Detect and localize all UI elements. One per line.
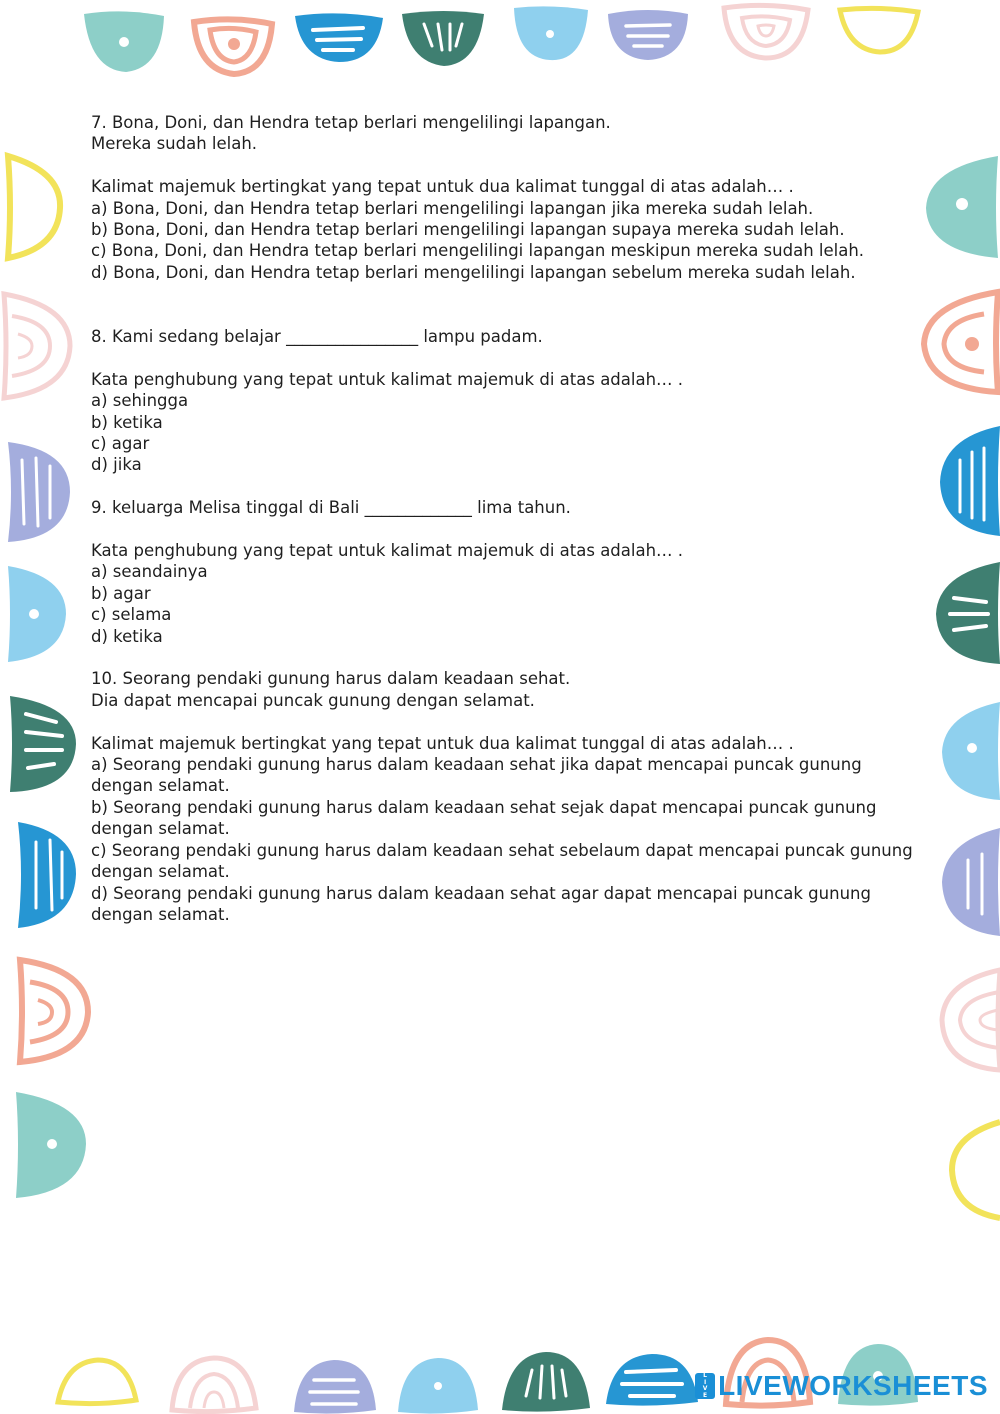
question-9-option-b[interactable]: b) agar [91, 583, 151, 603]
question-8-option-a[interactable]: a) sehingga [91, 391, 189, 411]
decor-teal-left-shape [12, 1088, 88, 1200]
decor-salmon-left-shape [16, 956, 92, 1066]
question-10-option-c[interactable]: c) Seorang pendaki gunung harus dalam keadaan sehat sebelaum dapat mencapai puncak gunung dengan selamat. [91, 840, 913, 882]
question-8-option-d[interactable]: d) jika [91, 455, 142, 475]
decor-yellow-bottom-shape [54, 1356, 140, 1406]
decor-pink-right-shape [940, 966, 1000, 1074]
question-7-option-c[interactable]: c) Bona, Doni, dan Hendra tetap berlari mengelilingi lapangan meskipun mereka sudah lelah. [91, 241, 865, 261]
question-9-prompt: Kata penghubung yang tepat untuk kalimat majemuk di atas adalah… . [91, 541, 684, 561]
decor-blue-left-shape [14, 818, 78, 930]
decor-green-left-shape [6, 692, 78, 796]
decor-lavender-left-shape [4, 440, 72, 544]
question-8-option-b[interactable]: b) ketika [91, 412, 163, 432]
question-9 [91, 497, 941, 647]
badge-letter-e: E [703, 1391, 708, 1399]
question-9-option-a[interactable]: a) seandainya [91, 562, 208, 582]
question-8 [91, 326, 941, 476]
decor-sky-right-shape [940, 700, 1000, 804]
question-10-text-line-2: Dia dapat mencapai puncak gunung dengan selamat. [91, 690, 535, 710]
question-9-text: 9. keluarga Melisa tinggal di Bali _____________ lima tahun. [91, 498, 571, 518]
decor-blue-bottom-shape [604, 1350, 700, 1406]
question-10-option-b[interactable]: b) Seorang pendaki gunung harus dalam keadaan sehat sejak dapat mencapai puncak gunung dengan selamat. [91, 797, 877, 839]
question-7-text-line-2: Mereka sudah lelah. [91, 134, 258, 154]
decor-green-bottom-shape [500, 1348, 592, 1412]
question-7-option-a[interactable]: a) Bona, Doni, dan Hendra tetap berlari mengelilingi lapangan jika mereka sudah lelah. [91, 198, 814, 218]
question-9-option-c[interactable]: c) selama [91, 605, 172, 625]
question-8-text: 8. Kami sedang belajar ________________ lampu padam. [91, 327, 543, 347]
question-7-text-line-1: 7. Bona, Doni, dan Hendra tetap berlari mengelilingi lapangan. [91, 113, 611, 132]
decor-pink-left-shape [2, 290, 74, 402]
decor-lavender-right-shape [940, 826, 1000, 938]
decor-green-right-shape [934, 558, 1000, 668]
question-10-prompt: Kalimat majemuk bertingkat yang tepat untuk dua kalimat tunggal di atas adalah… . [91, 733, 794, 753]
decor-green-stroke-shape [400, 10, 486, 66]
question-10-option-d[interactable]: d) Seorang pendaki gunung harus dalam keadaan sehat agar dapat mencapai puncak gunung dengan selamat. [91, 883, 871, 924]
question-10 [91, 668, 941, 925]
question-9-option-d[interactable]: d) ketika [91, 626, 163, 646]
badge-letter-i: I [703, 1378, 707, 1386]
decor-yellow-left-shape [4, 152, 64, 262]
liveworksheets-badge-icon [695, 1373, 715, 1399]
question-8-option-c[interactable]: c) agar [91, 434, 150, 454]
decor-sky-bottom-shape [396, 1354, 480, 1414]
question-10-text-line-1: 10. Seorang pendaki gunung harus dalam keadaan sehat. [91, 669, 571, 689]
question-7-option-b[interactable]: b) Bona, Doni, dan Hendra tetap berlari mengelilingi lapangan supaya mereka sudah lelah. [91, 220, 845, 240]
question-7 [91, 112, 941, 283]
decor-sky-dot-shape [510, 6, 590, 62]
liveworksheets-logo[interactable] [695, 1370, 988, 1402]
decor-lavender-stripe-shape [606, 8, 690, 60]
question-7-option-d[interactable]: d) Bona, Doni, dan Hendra tetap berlari mengelilingi lapangan sebelum mereka sudah lelah. [91, 262, 856, 282]
decor-yellow-outline-shape [836, 6, 922, 56]
badge-letter-l: L [703, 1372, 707, 1379]
decor-blue-right-shape [938, 424, 1000, 540]
decor-yellow-right-shape [948, 1118, 1000, 1222]
decor-pink-bottom-shape [168, 1354, 260, 1412]
badge-letter-v: V [702, 1385, 708, 1392]
worksheet-content [91, 112, 941, 925]
decor-lavender-bottom-shape [292, 1356, 378, 1414]
decor-blue-stripe-shape [293, 12, 385, 64]
decor-sky-left-shape [4, 564, 68, 664]
question-8-prompt: Kata penghubung yang tepat untuk kalimat majemuk di atas adalah… . [91, 369, 684, 389]
liveworksheets-wordmark: LIVEWORKSHEETS [718, 1370, 988, 1401]
decor-salmon-arc-shape [190, 18, 276, 76]
question-7-prompt: Kalimat majemuk bertingkat yang tepat untuk dua kalimat tunggal di atas adalah… . [91, 177, 794, 197]
decor-pink-arc-shape [720, 4, 812, 60]
question-10-option-a[interactable]: a) Seorang pendaki gunung harus dalam keadaan sehat jika dapat mencapai puncak gunung dengan selamat. [91, 755, 862, 796]
decor-teal-dot-shape [80, 10, 168, 74]
